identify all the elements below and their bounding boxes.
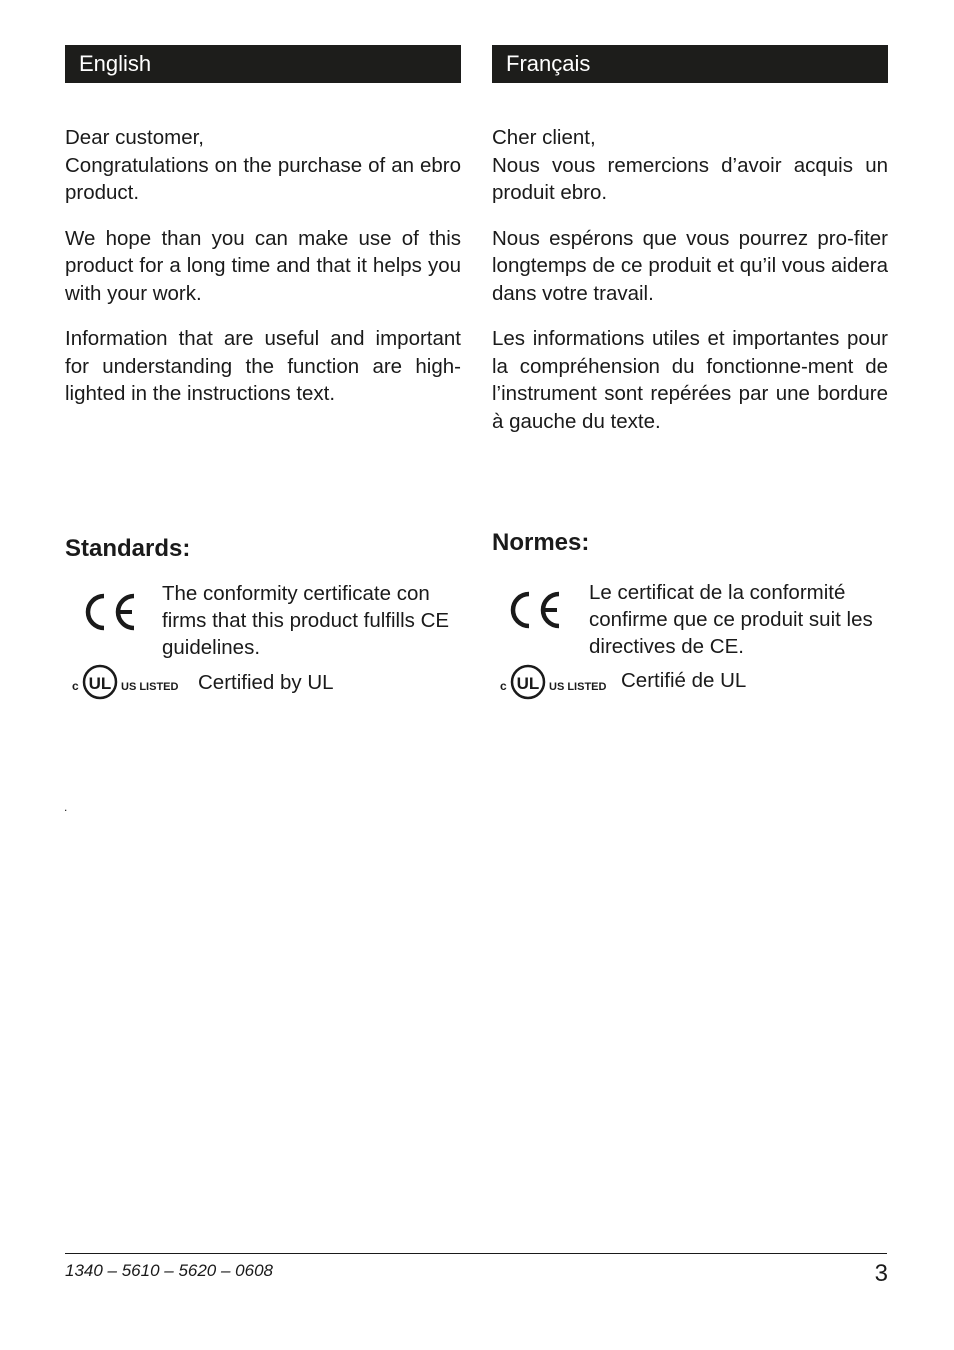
ul-us-listed-text-fr: US LISTED [549, 681, 607, 693]
english-para1: Congratulations on the purchase of an ebro product. [65, 153, 461, 204]
ul-c-text: c [72, 679, 79, 693]
ul-listed-mark-icon-fr [499, 663, 609, 701]
footer-divider [65, 1253, 887, 1254]
normes-heading: Normes: [492, 529, 590, 556]
stray-dot: . [64, 800, 68, 814]
ul-logo-text-fr: UL [516, 674, 540, 693]
english-column [65, 45, 461, 426]
english-para2: We hope than you can make use of this product for a long time and that it helps you with your work. [65, 226, 461, 305]
french-language-bar: Français [492, 45, 888, 83]
english-greeting: Dear customer, [65, 126, 204, 149]
french-intro [492, 124, 888, 207]
french-para1: Nous vous remercions d’avoir acquis un produit ebro. [492, 153, 888, 204]
french-para3: Les informations utiles et importantes pour la compréhension du fonctionne-ment de l’instrument sont repérées par une bordure à gauche du texte. [492, 327, 888, 433]
ul-c-text-fr: c [500, 679, 507, 693]
ul-certified-text-fr: Certifié de UL [621, 669, 747, 692]
french-body [492, 124, 888, 435]
english-body [65, 124, 461, 408]
french-para2: Nous espérons que vous pourrez pro-fiter longtemps de ce produit et qu’il vous aidera dans votre travail. [492, 226, 888, 305]
ce-mark-icon [80, 590, 138, 634]
document-code: 1340 – 5610 – 5620 – 0608 [65, 1261, 273, 1280]
ul-us-listed-text: US LISTED [121, 681, 179, 693]
ce-conformity-text-fr: Le certificat de la conformité confirme que ce produit suit les directives de CE. [589, 581, 873, 658]
ce-mark-icon-fr [505, 588, 563, 632]
english-language-bar: English [65, 45, 461, 83]
ul-certified-text: Certified by UL [198, 671, 334, 694]
page-number: 3 [874, 1260, 888, 1287]
english-intro [65, 124, 461, 207]
english-para3: Information that are useful and important for understanding the function are high-lighted in the instructions text. [65, 327, 461, 405]
standards-heading: Standards: [65, 535, 191, 562]
ul-listed-mark-icon [71, 663, 181, 701]
ul-logo-text: UL [88, 674, 112, 693]
french-column [492, 45, 888, 453]
ce-conformity-text: The conformity certificate con firms that this product fulfills CE guidelines. [162, 582, 450, 659]
french-greeting: Cher client, [492, 126, 596, 149]
